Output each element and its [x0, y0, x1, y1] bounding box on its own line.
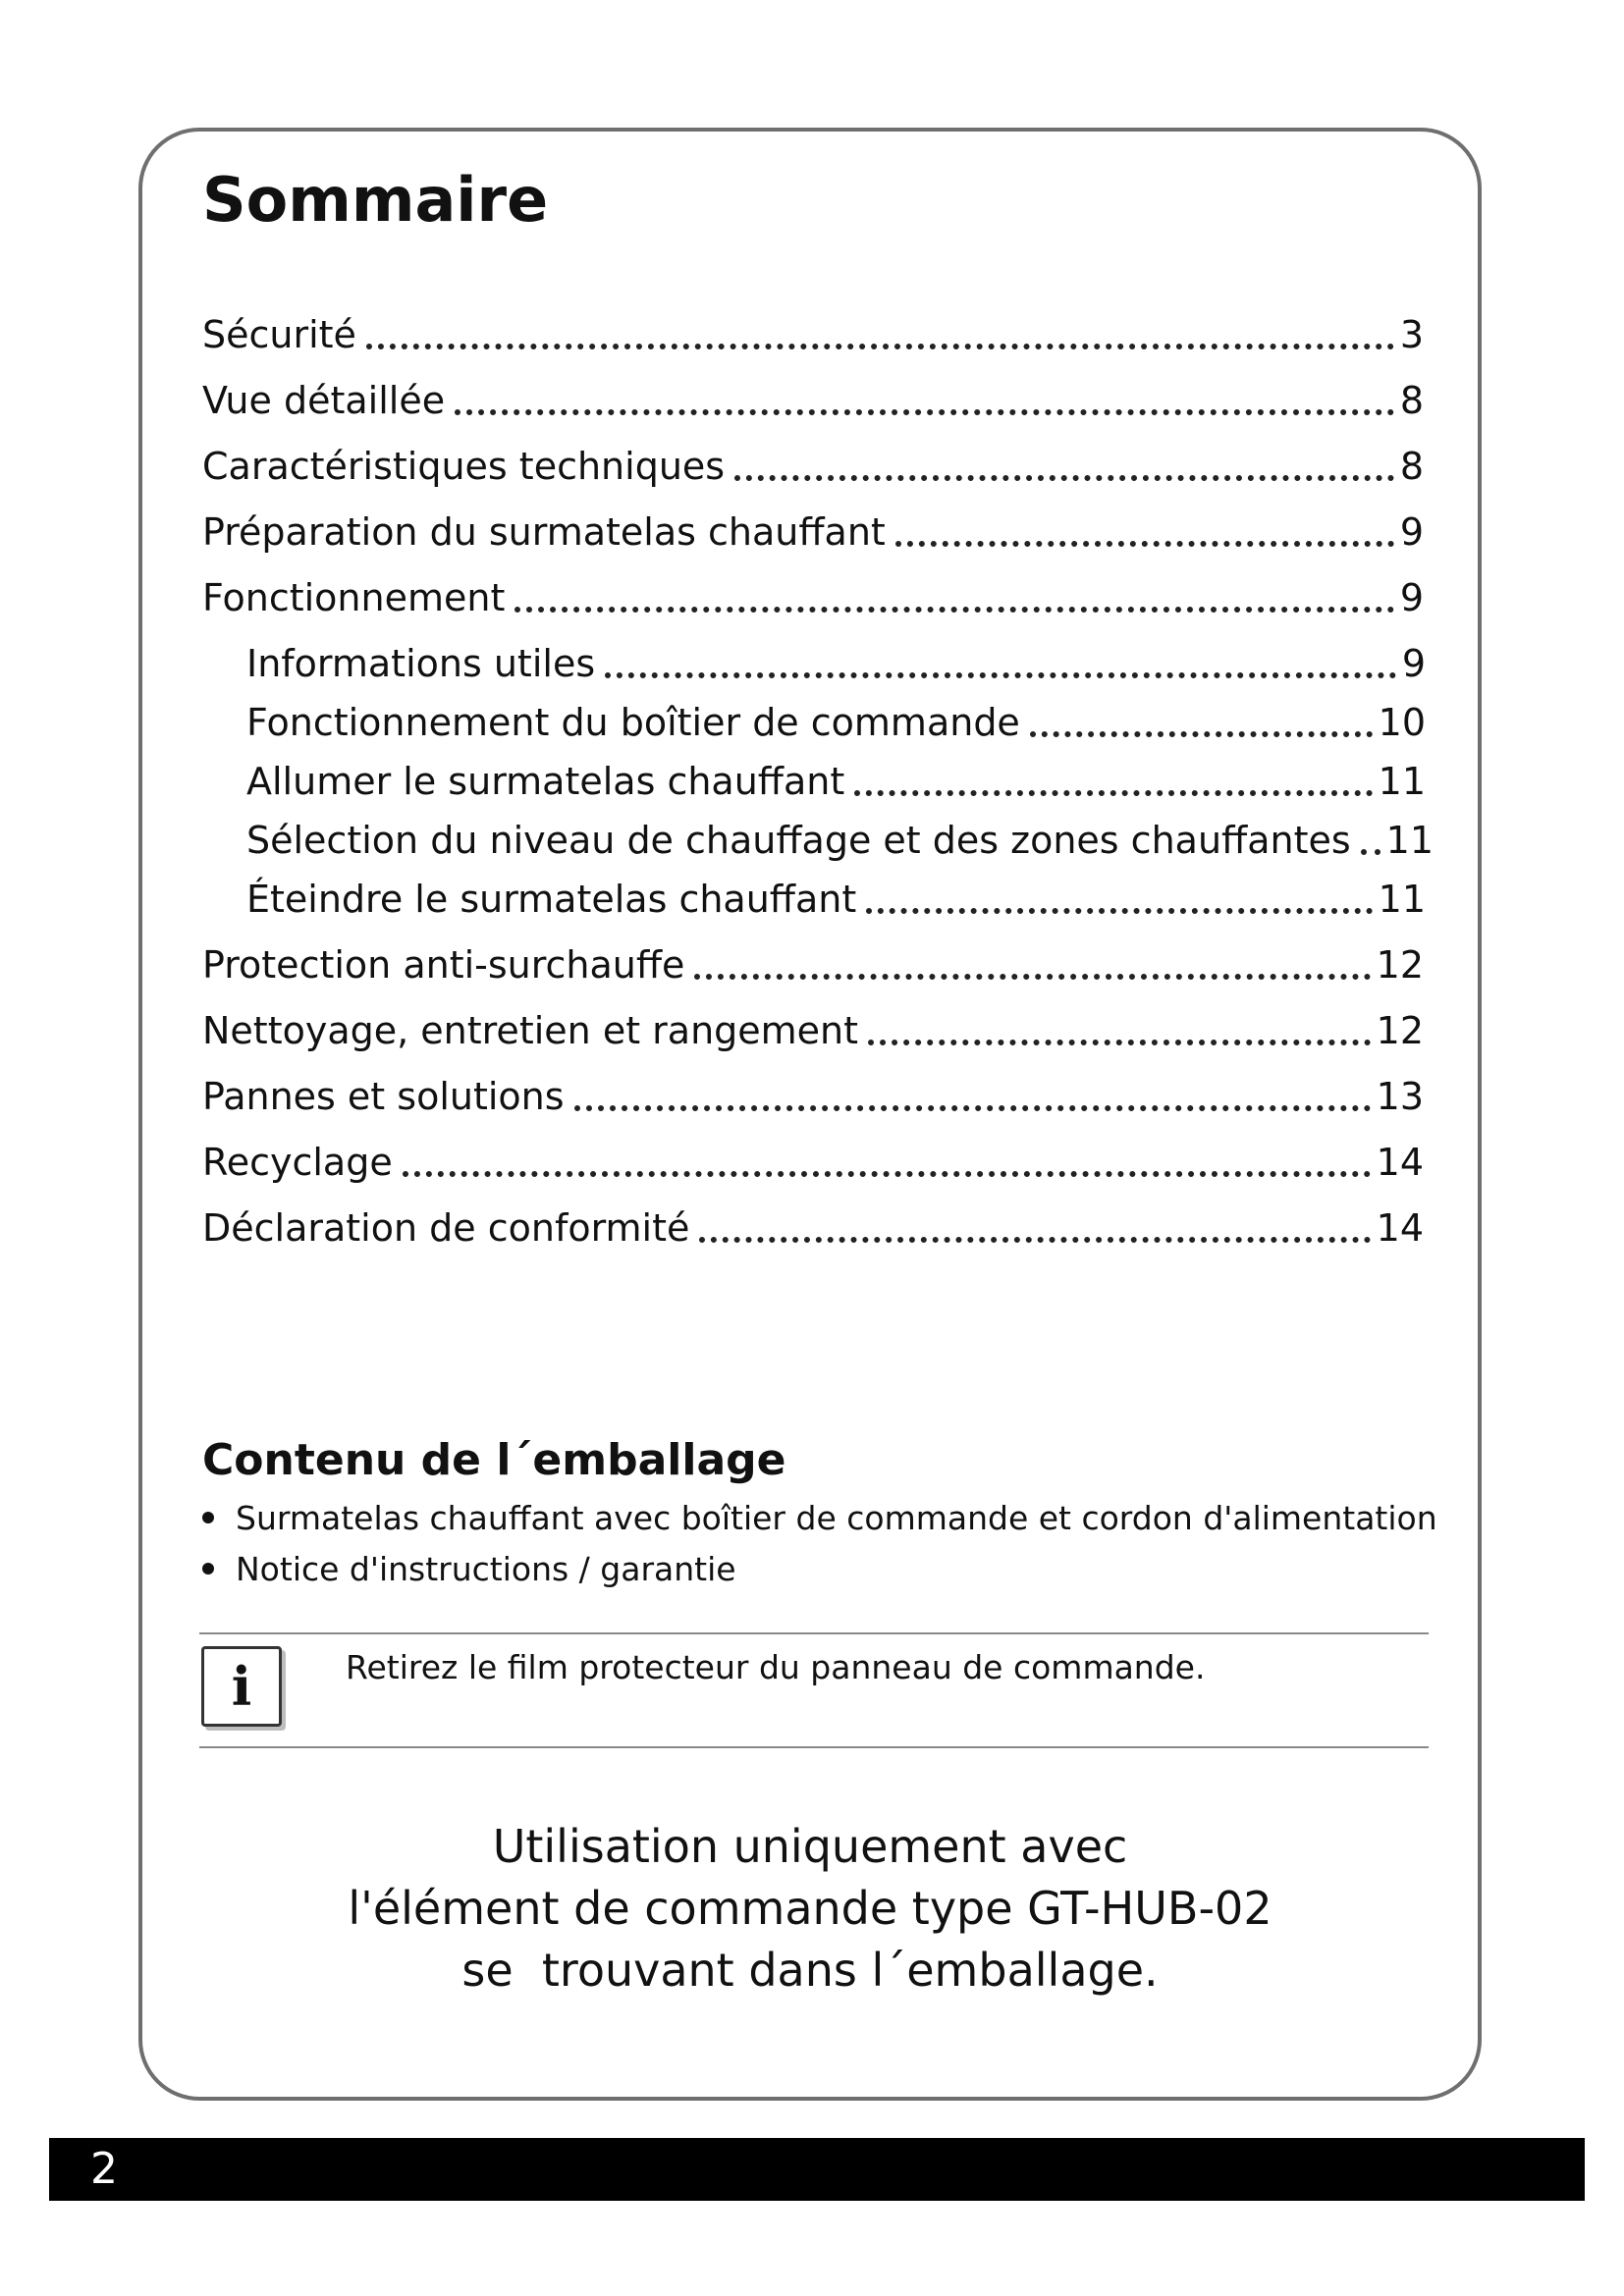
- toc-entry-page: 14: [1376, 1206, 1424, 1250]
- divider-bottom: [199, 1746, 1429, 1748]
- toc-leader-dots: [366, 344, 1394, 349]
- toc-entry[interactable]: [202, 1134, 1424, 1191]
- toc-entry[interactable]: [202, 306, 1424, 363]
- toc-entry-page: 9: [1399, 576, 1424, 619]
- toc-entry-page: 10: [1378, 701, 1426, 744]
- toc-entry-page: 8: [1399, 379, 1424, 422]
- toc-leader-dots: [514, 607, 1393, 613]
- toc-entry-page: 13: [1376, 1075, 1424, 1118]
- toc-entry-label: Sécurité: [202, 313, 356, 356]
- toc-entry-page: 9: [1401, 642, 1426, 685]
- package-contents-title: Contenu de l´emballage: [202, 1435, 786, 1485]
- toc-entry-label: Recyclage: [202, 1141, 393, 1184]
- toc-leader-dots: [605, 672, 1396, 678]
- toc-leader-dots: [1361, 849, 1380, 855]
- usage-note: [138, 1816, 1482, 2002]
- toc-subentry[interactable]: [246, 694, 1426, 751]
- package-item-text: Notice d'instructions / garantie: [236, 1550, 736, 1588]
- usage-note-line: Utilisation uniquement avec: [492, 1820, 1128, 1873]
- toc-subentry[interactable]: [246, 753, 1426, 810]
- toc-entry-label: Pannes et solutions: [202, 1075, 565, 1118]
- toc-entry-label: Déclaration de conformité: [202, 1206, 690, 1250]
- toc-entry[interactable]: [202, 1002, 1424, 1059]
- footer-bar: [49, 2138, 1585, 2201]
- toc-leader-dots: [854, 790, 1372, 796]
- toc-leader-dots: [1030, 731, 1373, 737]
- toc-entry[interactable]: [202, 372, 1424, 429]
- toc-leader-dots: [866, 908, 1372, 914]
- toc-entry[interactable]: [202, 936, 1424, 993]
- toc-entry[interactable]: [202, 1068, 1424, 1125]
- toc-subentry[interactable]: [246, 871, 1426, 928]
- toc-entry-label: Vue détaillée: [202, 379, 446, 422]
- toc-entry-label: Caractéristiques techniques: [202, 445, 726, 488]
- toc-entry[interactable]: [202, 569, 1424, 626]
- toc-entry-label: Éteindre le surmatelas chauffant: [246, 878, 857, 921]
- toc-entry-page: 8: [1399, 445, 1424, 488]
- package-item: [202, 1547, 736, 1592]
- bullet-icon: [202, 1563, 214, 1575]
- toc-entry-label: Préparation du surmatelas chauffant: [202, 510, 886, 554]
- toc-leader-dots: [455, 409, 1394, 415]
- toc-entry-label: Allumer le surmatelas chauffant: [246, 760, 845, 803]
- toc-entry-label: Nettoyage, entretien et rangement: [202, 1009, 859, 1052]
- toc-entry-label: Protection anti-surchauffe: [202, 943, 685, 987]
- toc-entry-label: Sélection du niveau de chauffage et des zones chauffantes: [246, 819, 1351, 862]
- page-number: 2: [90, 2144, 118, 2194]
- toc-leader-dots: [574, 1105, 1371, 1111]
- toc-subentry[interactable]: [246, 812, 1435, 869]
- usage-note-line: l'élément de commande type GT-HUB-02: [348, 1882, 1272, 1935]
- toc-entry-page: 12: [1376, 943, 1424, 987]
- toc-subentry[interactable]: [246, 635, 1426, 692]
- toc-leader-dots: [734, 475, 1394, 481]
- toc-entry[interactable]: [202, 504, 1424, 561]
- toc-leader-dots: [403, 1171, 1371, 1177]
- toc-leader-dots: [694, 974, 1370, 980]
- notice-text: Retirez le film protecteur du panneau de commande.: [346, 1648, 1206, 1686]
- toc-entry[interactable]: [202, 1200, 1424, 1256]
- toc-entry-label: Fonctionnement du boîtier de commande: [246, 701, 1020, 744]
- package-item: [202, 1496, 1437, 1541]
- toc-leader-dots: [895, 541, 1394, 547]
- toc-entry-label: Fonctionnement: [202, 576, 506, 619]
- page-title: Sommaire: [202, 164, 549, 236]
- usage-note-line: se trouvant dans l´emballage.: [461, 1944, 1159, 1997]
- package-item-text: Surmatelas chauffant avec boîtier de commande et cordon d'alimentation: [236, 1499, 1437, 1537]
- bullet-icon: [202, 1512, 214, 1523]
- toc-entry-page: 3: [1399, 313, 1424, 356]
- toc-leader-dots: [699, 1237, 1370, 1243]
- toc-entry-page: 14: [1376, 1141, 1424, 1184]
- info-icon: i: [201, 1646, 282, 1727]
- toc-entry[interactable]: [202, 438, 1424, 495]
- toc-leader-dots: [868, 1040, 1371, 1045]
- toc-entry-page: 11: [1378, 760, 1426, 803]
- toc-entry-page: 9: [1399, 510, 1424, 554]
- divider-top: [199, 1632, 1429, 1634]
- toc-entry-page: 12: [1376, 1009, 1424, 1052]
- toc-entry-page: 11: [1385, 819, 1435, 862]
- toc-entry-page: 11: [1378, 878, 1426, 921]
- toc-entry-label: Informations utiles: [246, 642, 596, 685]
